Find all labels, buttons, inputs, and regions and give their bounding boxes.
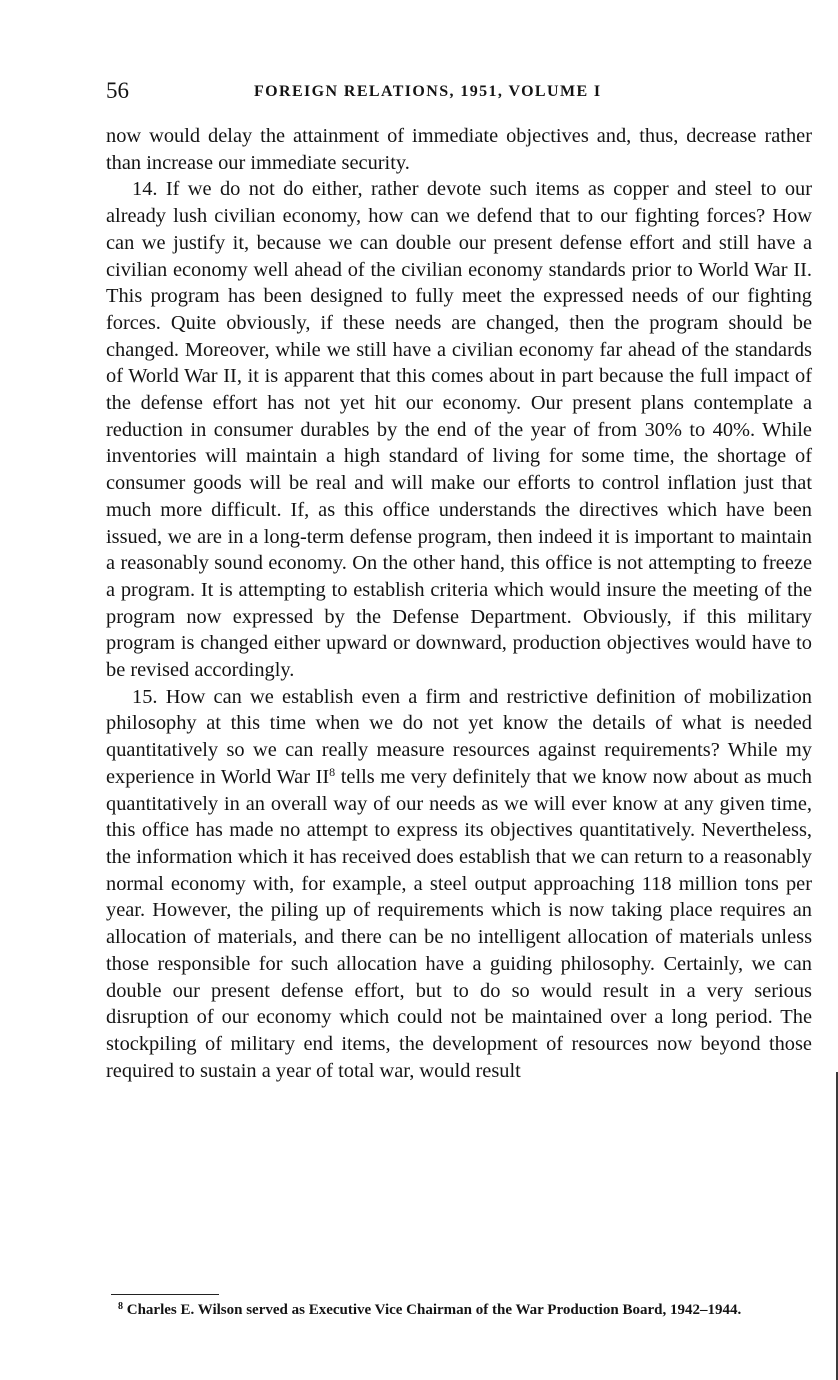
- footnote-mark: 8: [118, 1301, 123, 1312]
- footnote-divider: [111, 1294, 219, 1295]
- paragraph-15-text-part2: tells me very definitely that we know now about as much quantitatively in an overall way of our needs as we will ever know at any given time, this office has made no attempt to express its objectives quantitatively. Nevertheless, the information which it has received does establish that we can return to a reasonably normal economy with, for example, a steel output approaching 118 million tons per year. However, the piling up of requirements which is now taking place requires an allocation of materials, and there can be no intelligent allocation of materials unless those responsible for such allocation have a guiding philosophy. Certainly, we can double our present defense effort, but to do so would result in a very serious disruption of our economy which could not be maintained over a long period. The stockpiling of military end items, the development of resources now beyond those required to sustain a year of total war, would result: [106, 765, 812, 1082]
- page-number: 56: [106, 78, 129, 103]
- body-text: [106, 123, 812, 1084]
- paragraph-15: [106, 684, 812, 1085]
- footnote-reference-8[interactable]: 8: [329, 764, 336, 779]
- footnotes: [106, 1301, 816, 1321]
- paragraph-15-text-part1: 15. How can we establish even a firm and restrictive definition of mobilization philosophy at this time when we do not yet know the details of what is needed quantitatively so we can really measure resources against requirements? While my experience in World War II: [106, 685, 812, 788]
- page-header: [106, 78, 812, 104]
- footnote-8: [106, 1301, 816, 1321]
- paragraph-14: 14. If we do not do either, rather devote such items as copper and steel to our already lush civilian economy, how can we defend that to our fighting forces? How can we justify it, because we can double our present defense effort and still have a civilian economy well ahead of the civilian economy standards prior to World War II. This program has been designed to fully meet the expressed needs of our fighting forces. Quite obviously, if these needs are changed, then the program should be changed. Moreover, while we still have a civilian economy far ahead of the standards of World War II, it is apparent that this comes about in part because the full impact of the defense effort has not yet hit our economy. Our present plans contemplate a reduction in consumer durables by the end of the year of from 30% to 40%. While inventories will maintain a high standard of living for some time, the shortage of consumer goods will be real and will make our efforts to control inflation just that much more difficult. If, as this office understands the directives which have been issued, we are in a long-term defense program, then indeed it is important to maintain a reasonably sound economy. On the other hand, this office is not attempting to freeze a program. It is attempting to establish criteria which would insure the meeting of the program now expressed by the Defense Department. Obviously, if this military program is changed either upward or downward, production objectives would have to be revised accordingly.: [106, 178, 812, 682]
- running-head: FOREIGN RELATIONS, 1951, VOLUME I: [254, 83, 602, 100]
- continuation-paragraph: now would delay the attainment of immediate objectives and, thus, decrease rather than increase our immediate security.: [106, 125, 812, 174]
- footnote-text: Charles E. Wilson served as Executive Vice Chairman of the War Production Board, 1942–1944.: [126, 1302, 742, 1318]
